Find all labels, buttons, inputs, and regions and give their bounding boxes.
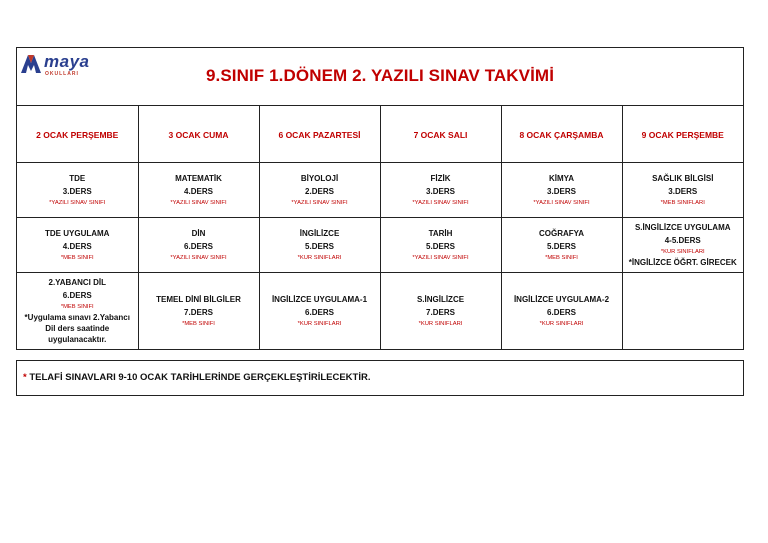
exam-schedule-sheet [16, 47, 744, 350]
exam-subject: SAĞLIK BİLGİSİ [652, 173, 714, 183]
day-header-row [17, 106, 743, 162]
exam-room-note: *YAZILI SINAV SINIFI [170, 254, 227, 261]
exam-period: 7.DERS [184, 307, 213, 317]
exam-subject: TARİH [428, 228, 453, 238]
exam-room-note: *YAZILI SINAV SINIFI [412, 199, 469, 206]
exam-room-note: *MEB SINIFI [60, 254, 94, 261]
exam-period: 7.DERS [426, 307, 455, 317]
exam-subject: TDE UYGULAMA [45, 228, 110, 238]
exam-cell [17, 162, 138, 217]
exam-subject: TDE [69, 173, 86, 183]
exam-cell [259, 217, 380, 272]
exam-room-note: *MEB SINIFI [545, 254, 578, 261]
exam-period: 4-5.DERS [664, 236, 701, 245]
exam-subject: İNGİLİZCE [299, 228, 340, 238]
exam-room-note: *MEB SINIFI [182, 320, 215, 327]
exam-period: 5.DERS [547, 241, 576, 251]
exam-period: 5.DERS [305, 241, 334, 251]
day-label: 9 OCAK PERŞEMBE [641, 129, 724, 140]
exam-room-note: *KUR SINIFLARI [297, 254, 342, 261]
exam-period: 4.DERS [62, 241, 92, 251]
day-label: 7 OCAK SALI [413, 129, 468, 140]
day-label: 3 OCAK CUMA [168, 129, 229, 140]
exam-period: 3.DERS [668, 186, 698, 196]
exam-subject: BİYOLOJİ [300, 173, 339, 183]
exam-subject: S.İNGİLİZCE [416, 294, 465, 304]
notice-text-line [23, 372, 370, 383]
exam-cell [138, 162, 259, 217]
notice-asterisk: * [23, 372, 27, 383]
exam-period: 3.DERS [547, 186, 576, 196]
exam-room-note: *YAZILI SINAV SINIFI [412, 254, 469, 261]
exam-period: 6.DERS [547, 307, 576, 317]
exam-subject: FİZİK [430, 173, 451, 183]
exam-period: 6.DERS [62, 291, 92, 301]
schedule-table [17, 106, 743, 349]
exam-period: 4.DERS [184, 186, 213, 196]
exam-subject: İNGİLİZCE UYGULAMA-1 [271, 294, 368, 304]
exam-cell [501, 272, 622, 349]
header [17, 48, 743, 106]
exam-cell [259, 162, 380, 217]
exam-room-note: *KUR SINIFLARI [418, 320, 463, 327]
page-title: 9.SINIF 1.DÖNEM 2. YAZILI SINAV TAKVİMİ [205, 66, 555, 85]
exam-period: 6.DERS [184, 241, 213, 251]
day-header [138, 106, 259, 162]
exam-period: 5.DERS [426, 241, 455, 251]
exam-room-note: *YAZILI SINAV SINIFI [170, 199, 227, 206]
exam-period: 3.DERS [426, 186, 455, 196]
exam-cell [17, 272, 138, 349]
exam-cell [138, 217, 259, 272]
exam-extra-note: *İNGİLİZCE ÖĞRT. GİRECEK [628, 258, 737, 267]
exam-cell [501, 217, 622, 272]
exam-room-note: *KUR SINIFLARI [539, 320, 584, 327]
exam-room-note: *MEB SINIFLARI [660, 199, 705, 206]
exam-row [17, 217, 743, 272]
exam-room-note: *KUR SINIFLARI [660, 249, 705, 255]
exam-subject: İNGİLİZCE UYGULAMA-2 [513, 294, 610, 304]
day-label: 8 OCAK ÇARŞAMBA [519, 129, 604, 140]
exam-cell [380, 272, 501, 349]
exam-room-note: *YAZILI SINAV SINIFI [49, 199, 106, 206]
exam-period: 6.DERS [305, 307, 334, 317]
day-header [622, 106, 743, 162]
exam-subject: MATEMATİK [175, 173, 222, 183]
exam-room-note: *MEB SINIFI [60, 304, 94, 311]
exam-subject: COĞRAFYA [538, 228, 585, 238]
day-header [501, 106, 622, 162]
exam-row [17, 162, 743, 217]
day-label: 6 OCAK PAZARTESİ [278, 129, 361, 140]
exam-subject: 2.YABANCI DİL [48, 278, 106, 288]
exam-subject: TEMEL DİNİ BİLGİLER [156, 294, 241, 304]
day-header [380, 106, 501, 162]
notice-text: TELAFİ SINAVLARI 9-10 OCAK TARİHLERİNDE GERÇEKLEŞTİRİLECEKTİR. [29, 372, 371, 383]
exam-cell [622, 162, 743, 217]
day-label: 2 OCAK PERŞEMBE [36, 129, 119, 140]
exam-room-note: *YAZILI SINAV SINIFI [291, 199, 348, 206]
exam-room-note: *YAZILI SINAV SINIFI [533, 199, 590, 206]
logo-subtitle: OKULLARI [45, 71, 79, 77]
exam-subject: DİN [191, 228, 206, 238]
exam-cell [17, 217, 138, 272]
exam-cell [380, 162, 501, 217]
logo-word: maya [44, 52, 90, 71]
exam-cell [259, 272, 380, 349]
exam-period: 2.DERS [305, 186, 334, 196]
exam-cell-empty [622, 272, 743, 349]
exam-subject: KİMYA [548, 173, 575, 183]
exam-period: 3.DERS [62, 186, 92, 196]
exam-cell [501, 162, 622, 217]
exam-cell [138, 272, 259, 349]
day-header [259, 106, 380, 162]
exam-room-note: *KUR SINIFLARI [297, 320, 342, 327]
exam-subject: S.İNGİLİZCE UYGULAMA [634, 223, 731, 232]
day-header [17, 106, 138, 162]
exam-cell [380, 217, 501, 272]
exam-extra-note: *Uygulama sınavı 2.Yabancı Dil ders saatinde uygulanacaktır. [24, 313, 130, 345]
exam-cell [622, 217, 743, 272]
makeup-exam-notice [16, 360, 744, 396]
exam-row [17, 272, 743, 349]
